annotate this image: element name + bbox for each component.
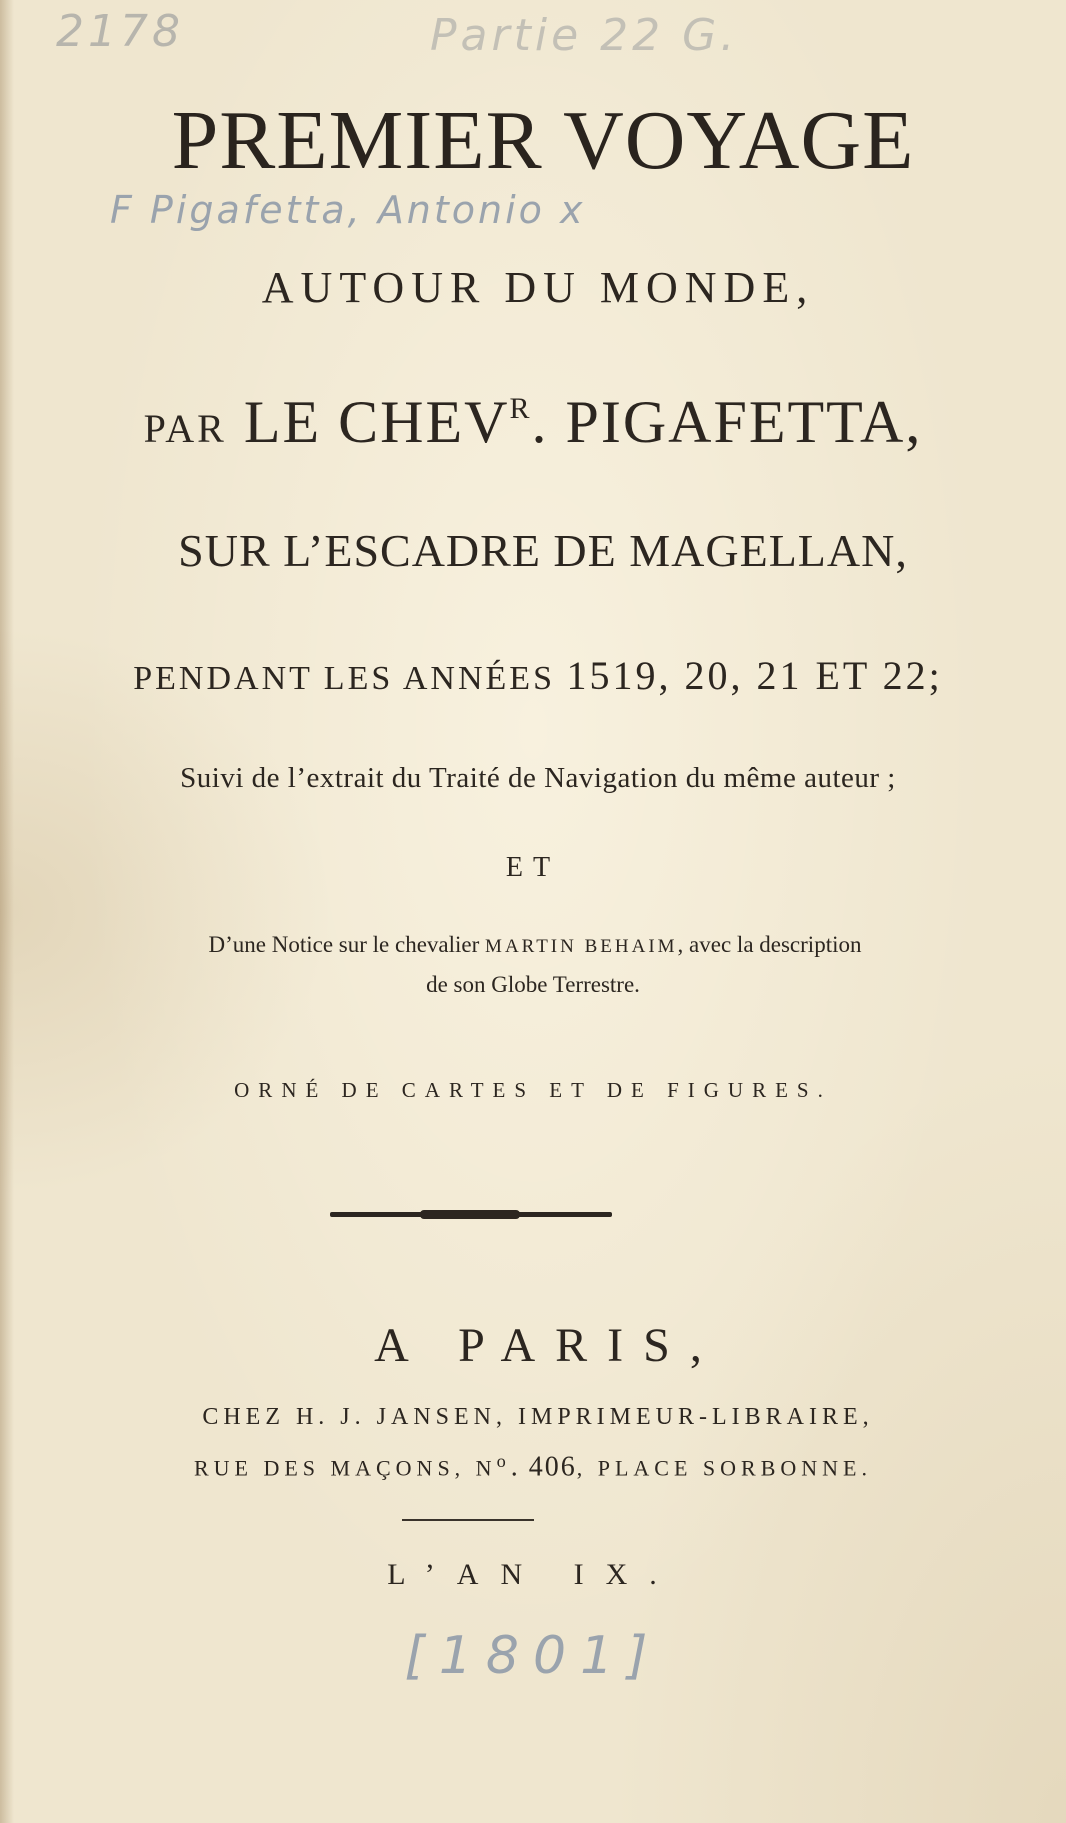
notice-line-2: de son Globe Terrestre.	[426, 972, 640, 997]
handwritten-shelfmark: 2178	[56, 6, 184, 57]
fleet-line: SUR L’ESCADRE DE MAGELLAN,	[178, 525, 908, 576]
address-end: , PLACE SORBONNE.	[576, 1455, 872, 1481]
notice-name: MARTIN BEHAIM	[485, 936, 678, 957]
notice-text-end: , avec la description	[677, 932, 862, 957]
author-line	[0, 388, 1066, 457]
ornamental-rule	[330, 1212, 612, 1217]
notice-line-1	[0, 932, 1066, 958]
years-text: PENDANT LES ANNÉES	[133, 660, 555, 697]
years-numbers: 1519, 20, 21 ET 22;	[566, 653, 943, 698]
author-name-superscript: R	[509, 392, 532, 425]
revolutionary-year: L’AN IX.	[387, 1558, 679, 1591]
address-superscript: o	[496, 1451, 511, 1471]
imprint-address	[0, 1451, 1066, 1483]
author-name-prefix: LE CHEV	[243, 389, 510, 455]
imprint-city: A PARIS,	[374, 1319, 722, 1372]
handwritten-author-note: F Pigafetta, Antonio x	[110, 188, 586, 232]
handwritten-catalog-note: Partie 22 G.	[430, 10, 739, 61]
notice-text-start: D’une Notice sur le chevalier	[208, 932, 480, 957]
address-start: RUE DES MAÇONS, N	[193, 1455, 497, 1481]
figures-line: ORNÉ DE CARTES ET DE FIGURES.	[234, 1078, 832, 1102]
et-line: ET	[505, 852, 561, 883]
book-subtitle: AUTOUR DU MONDE,	[261, 263, 815, 312]
book-title: PREMIER VOYAGE	[171, 94, 915, 187]
short-rule	[402, 1519, 534, 1521]
author-name-suffix: . PIGAFETTA,	[531, 389, 923, 455]
extract-line: Suivi de l’extrait du Traité de Navigation du même auteur ;	[180, 762, 896, 794]
author-par: PAR	[143, 406, 227, 451]
handwritten-date: [1801]	[404, 1626, 662, 1686]
years-line	[0, 652, 1066, 699]
address-number: . 406	[510, 1451, 577, 1483]
imprint-printer: CHEZ H. J. JANSEN, IMPRIMEUR-LIBRAIRE,	[202, 1404, 874, 1430]
